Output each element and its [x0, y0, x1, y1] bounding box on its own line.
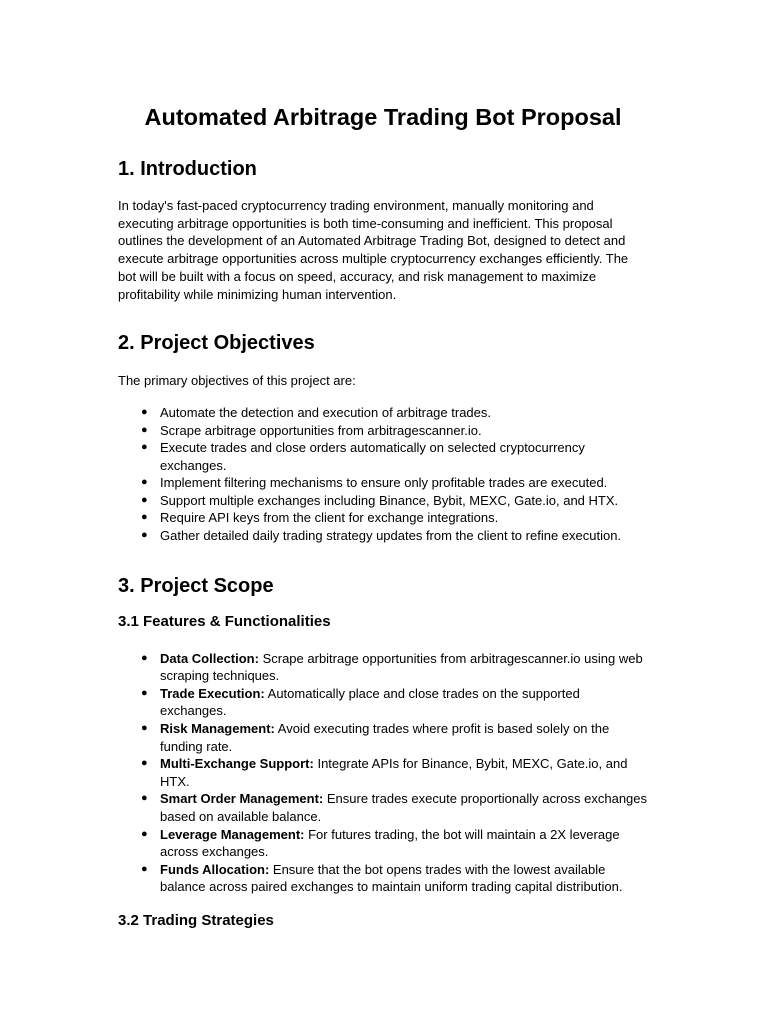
- bullet-icon: ●: [141, 651, 148, 664]
- list-item: [141, 492, 648, 510]
- bullet-icon: ●: [141, 441, 148, 454]
- list-item: [141, 404, 648, 422]
- bullet-icon: ●: [141, 476, 148, 489]
- list-item: [141, 720, 648, 755]
- feature-text: Ensure that the bot opens trades with the lowest available balance across paired exchanges to maintain uniform trading capital distribution.: [160, 861, 623, 895]
- list-item: [141, 861, 648, 896]
- strategies-heading: 3.2 Trading Strategies: [118, 911, 274, 929]
- feature-text: Scrape arbitrage opportunities from arbitragescanner.io using web scraping techniques.: [160, 650, 643, 684]
- feature-term: Funds Allocation:: [160, 861, 270, 877]
- features-heading: 3.1 Features & Functionalities: [118, 612, 331, 630]
- objective-text: Support multiple exchanges including Binance, Bybit, MEXC, Gate.io, and HTX.: [160, 492, 619, 508]
- bullet-icon: ●: [141, 405, 148, 418]
- feature-term: Multi-Exchange Support:: [160, 756, 314, 772]
- objectives-lead: The primary objectives of this project are:: [118, 373, 356, 389]
- bullet-icon: ●: [141, 722, 148, 735]
- feature-term: Smart Order Management:: [160, 791, 324, 807]
- scope-heading: 3. Project Scope: [118, 574, 274, 597]
- objective-text: Execute trades and close orders automatically on selected cryptocurrency exchanges.: [160, 440, 585, 473]
- bullet-icon: ●: [141, 511, 148, 524]
- objective-text: Require API keys from the client for exchange integrations.: [160, 510, 499, 526]
- objective-text: Scrape arbitrage opportunities from arbitragescanner.io.: [160, 422, 482, 438]
- feature-text: Ensure trades execute proportionally across exchanges based on available balance.: [160, 791, 648, 825]
- feature-term: Trade Execution:: [160, 685, 265, 701]
- introduction-paragraph: In today's fast-paced cryptocurrency trading environment, manually monitoring and executing arbitrage opportunities is both time-consuming and inefficient. This proposal outlines the development of an Automated Arbitrage Trading Bot, designed to detect and execute arbitrage opportunities across multiple cryptocurrency exchanges efficiently. The bot will be built with a focus on speed, accuracy, and risk management to maximize profitability while minimizing human intervention.: [118, 198, 629, 302]
- feature-text: Avoid executing trades where profit is based solely on the funding rate.: [160, 721, 610, 754]
- bullet-icon: ●: [141, 686, 148, 699]
- feature-term: Data Collection:: [160, 650, 259, 666]
- objectives-heading: 2. Project Objectives: [118, 332, 315, 355]
- list-item: [141, 826, 648, 861]
- bullet-icon: ●: [141, 827, 148, 840]
- list-item: [141, 790, 648, 825]
- list-item: [141, 509, 648, 527]
- bullet-icon: ●: [141, 792, 148, 805]
- list-item: [141, 685, 648, 720]
- objective-text: Automate the detection and execution of arbitrage trades.: [160, 404, 491, 420]
- list-item: [141, 527, 648, 545]
- features-list: [118, 650, 648, 896]
- objective-text: Implement filtering mechanisms to ensure only profitable trades are executed.: [160, 475, 608, 491]
- feature-text: For futures trading, the bot will maintain a 2X leverage across exchanges.: [160, 826, 620, 860]
- list-item: [141, 755, 648, 790]
- list-item: [141, 474, 648, 492]
- bullet-icon: ●: [141, 862, 148, 875]
- list-item: [141, 439, 648, 474]
- list-item: [141, 650, 648, 685]
- objective-text: Gather detailed daily trading strategy updates from the client to refine execution.: [160, 528, 622, 544]
- bullet-icon: ●: [141, 757, 148, 770]
- bullet-icon: ●: [141, 493, 148, 506]
- introduction-heading: 1. Introduction: [118, 158, 257, 180]
- feature-term: Risk Management:: [160, 721, 275, 737]
- bullet-icon: ●: [141, 529, 148, 542]
- objectives-list: [118, 404, 648, 545]
- document-title: Automated Arbitrage Trading Bot Proposal: [144, 104, 622, 130]
- feature-text: Integrate APIs for Binance, Bybit, MEXC, Gate.io, and HTX.: [160, 756, 628, 789]
- feature-term: Leverage Management:: [160, 826, 305, 842]
- feature-text: Automatically place and close trades on the supported exchanges.: [160, 685, 580, 719]
- list-item: [141, 422, 648, 440]
- bullet-icon: ●: [141, 423, 148, 436]
